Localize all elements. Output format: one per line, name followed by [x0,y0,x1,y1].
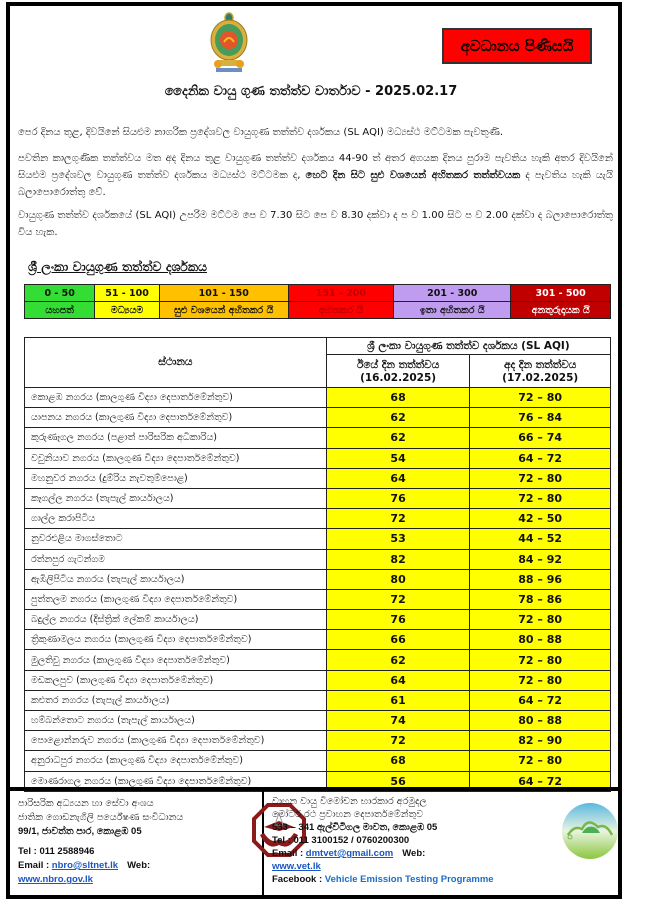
scale-label-good: යහපත් [25,302,95,319]
station-name: අනුරාධපුර නගරය (කාලගුණ විද්‍යා දෙපාර්තමේන්තුව) [25,751,327,771]
station-name: කුරුණෑගල නගරය (පළාත් පාරිසරික අධිකාරිය) [25,428,327,448]
scale-label-hazardous: අනතුරුදායක යි [511,302,611,319]
yesterday-date: (16.02.2025) [360,371,437,384]
nbro-division: පාරිසරික අධ්‍යයන හා සේවා අංශය [18,798,154,809]
today-aqi-range: 72 – 80 [470,751,611,771]
today-aqi-range: 72 – 80 [470,670,611,690]
nbro-contact [18,797,218,887]
forecast-bold-text: හෙට දින සිට සුළු වශයෙන් අහිතකර තත්ත්වයක [305,170,521,181]
today-label: අද දින තත්ත්වය [504,358,577,371]
table-row [25,690,611,710]
station-name: ගාල්ල කරාපිටිය [25,509,327,529]
vet-web-label: Web: [402,848,426,859]
station-name: පොළොන්නරුව නගරය (කාලගුණ විද්‍යා දෙපාර්තමේන්තුව) [25,731,327,751]
nbro-web-label: Web: [127,860,151,871]
station-name: බදුල්ල නගරය (දිස්ත්‍රික් ලේකම් කාර්යාලය) [25,610,327,630]
station-name: කොළඹ නගරය (කාලගුණ විද්‍යා දෙපාර්තමේන්තුව) [25,388,327,408]
station-name: යාපනය නගරය (කාලගුණ විද්‍යා දෙපාර්තමේන්තුව) [25,408,327,428]
scale-range-very-unhealthy: 201 - 300 [394,285,511,302]
vet-contact [272,795,572,886]
scale-label-row [25,302,611,319]
today-aqi-range: 80 – 88 [470,711,611,731]
page-margin [622,0,650,903]
yesterday-aqi: 72 [326,509,470,529]
vet-logo-icon [560,801,620,861]
nbro-organization: ජාතික ගොඩනැගිලි පර්යේෂණ සංවිධානය [18,812,184,823]
scale-range-usg: 101 - 150 [159,285,288,302]
yesterday-aqi: 68 [326,388,470,408]
table-row [25,388,611,408]
nbro-web-link[interactable]: www.nbro.gov.lk [18,874,93,885]
table-row [25,670,611,690]
forecast-text-end: ද පැවතිය හැකි යැයි බලාපොරොත්තු වේ. [18,170,613,198]
column-header-aqi-group: ශ්‍රී ලංකා වායුගුණ තත්ත්ව දර්ශකය (SL AQI) [326,338,610,355]
yesterday-aqi: 54 [326,448,470,468]
scale-range-unhealthy: 151 - 200 [288,285,393,302]
column-header-today [470,355,611,388]
yesterday-aqi: 64 [326,670,470,690]
aqi-station-table [24,337,611,792]
scale-range-row [25,285,611,302]
table-row [25,650,611,670]
station-name: මඩකලපුව (කාලගුණ විද්‍යා දෙපාර්තමේන්තුව) [25,670,327,690]
table-row [25,549,611,569]
table-row [25,630,611,650]
table-row [25,509,611,529]
vet-address: 533 – 341 ඇල්විටිගල මාවත, කොළඹ 05 [272,822,438,833]
yesterday-aqi: 53 [326,529,470,549]
yesterday-aqi: 66 [326,630,470,650]
today-aqi-range: 72 – 80 [470,388,611,408]
scale-label-very-unhealthy: ඉතා අහිතකර යි [394,302,511,319]
today-aqi-range: 72 – 80 [470,488,611,508]
today-aqi-range: 72 – 80 [470,468,611,488]
today-aqi-range: 72 – 80 [470,610,611,630]
table-row [25,428,611,448]
table-row [25,589,611,609]
report-title: දෛනික වායු ගුණ තත්ත්ව වාර්තාව - 2025.02.17 [164,84,458,99]
column-header-yesterday [326,355,470,388]
contact-footer [6,787,622,899]
station-name: මහනුවර නගරය (දුම්රිය නැවතුම්පොළ) [25,468,327,488]
today-aqi-range: 44 – 52 [470,529,611,549]
yesterday-aqi: 72 [326,589,470,609]
table-row [25,468,611,488]
station-name: කළුතර නගරය (තැපැල් කාර්යාලය) [25,690,327,710]
station-name: හම්බන්තොට නගරය (තැපැල් කාර්යාලය) [25,711,327,731]
station-name: මොණරාගල නගරය (කාලගුණ විද්‍යා දෙපාර්තමේන්තුව) [25,771,327,791]
yesterday-aqi: 74 [326,711,470,731]
today-aqi-range: 78 – 86 [470,589,611,609]
station-name: වවුනියාව නගරය (කාලගුණ විද්‍යා දෙපාර්තමේන්තුව) [25,448,327,468]
table-row [25,408,611,428]
attention-banner: අවධානය පිණිසයි [442,28,592,64]
yesterday-aqi: 80 [326,569,470,589]
scale-range-hazardous: 301 - 500 [511,285,611,302]
vet-facebook-label: Facebook : [272,874,325,885]
yesterday-aqi: 64 [326,468,470,488]
nbro-email-link[interactable]: nbro@sltnet.lk [51,860,119,871]
station-name: නුවරඑළිය මාගස්තොට [25,529,327,549]
scale-range-good: 0 - 50 [25,285,95,302]
table-row [25,711,611,731]
today-aqi-range: 64 – 72 [470,690,611,710]
paragraph-peak-times: වායුගුණ තත්ත්ව දර්ශකයේ (SL AQI) උපරිම මට්ටම පෙ ව 7.30 සිට පෙ ව 8.30 දක්වා ද ප ව 1.00 සිට ප ව 2.00 දක්වා ද බලාපොරොත්තු විය හැක. [18,210,613,238]
yesterday-aqi: 62 [326,428,470,448]
vet-email-label: Email : [272,848,306,859]
station-name: ත්‍රිකුණාමලය නගරය (කාලගුණ විද්‍යා දෙපාර්තමේන්තුව) [25,630,327,650]
table-row [25,529,611,549]
table-row [25,488,611,508]
station-name: ඇඹිලිපිටිය නගරය (තැපැල් කාර්යාලය) [25,569,327,589]
today-aqi-range: 42 – 50 [470,509,611,529]
station-name: කෑගල්ල නගරය (තැපැල් කාර්යාලය) [25,488,327,508]
station-name: රත්නපුර ගැටන්ගම [25,549,327,569]
yesterday-aqi: 82 [326,549,470,569]
vet-email-link[interactable]: dmtvet@gmail.com [305,848,394,859]
yesterday-aqi: 56 [326,771,470,791]
today-aqi-range: 72 – 80 [470,650,611,670]
today-aqi-range: 80 – 88 [470,630,611,650]
table-row [25,569,611,589]
today-aqi-range: 64 – 72 [470,448,611,468]
table-row [25,610,611,630]
table-row [25,731,611,751]
station-name: පුත්තලම නගරය (කාලගුණ විද්‍යා දෙපාර්තමේන්තුව) [25,589,327,609]
paragraph-forecast [18,150,613,201]
paragraph-previous-day: පෙර දිනය තුළ, දිවයිනේ සියළුම නාගරික ප්‍රදේශවල වායුගුණ තත්ත්ව දර්ශකය (SL AQI) මධ්‍යස්ථ මට්ටමක පැවතුණි. [18,127,504,138]
vet-facebook-link[interactable]: Vehicle Emission Testing Programme [324,874,494,885]
today-aqi-range: 64 – 72 [470,771,611,791]
nbro-address: 99/1, ජාවත්ත පාර, කොළඹ 05 [18,826,142,837]
yesterday-aqi: 68 [326,751,470,771]
column-header-station: ස්ථානය [25,338,327,388]
today-date: (17.02.2025) [502,371,579,384]
vet-department: මෝටර් රථ ප්‍රවාහන දෙපාර්තමේන්තුව [272,809,424,820]
scale-label-moderate: මධ්‍යයම [95,302,159,319]
scale-label-usg: සුළු වශයෙන් අහිතකර යි [159,302,288,319]
today-aqi-range: 82 – 90 [470,731,611,751]
today-aqi-range: 66 – 74 [470,428,611,448]
scale-label-unhealthy: අහිතකර යි [288,302,393,319]
table-row [25,751,611,771]
vet-tel: Tel : 011 3100152 / 0760200300 [272,835,410,846]
vet-web-link[interactable]: www.vet.lk [272,861,321,872]
today-aqi-range: 76 – 84 [470,408,611,428]
table-row [25,448,611,468]
national-emblem-icon [207,12,251,74]
vet-fund-name: වාහන වායු විමෝචන භාරකාර අරමුදල [272,796,427,807]
yesterday-aqi: 62 [326,650,470,670]
yesterday-aqi: 72 [326,731,470,751]
station-name: මුලතිවු නගරය (කාලගුණ විද්‍යා දෙපාර්තමේන්තුව) [25,650,327,670]
nbro-email-label: Email : [18,860,52,871]
forecast-text: පවතින කාලගුණික තත්ත්වය මත අද දිනය තුළ වායුගුණ තත්ත්ව දර්ශකය 44-90 ත් අතර අගයක දිනය පුරාම පැවතිය හැකි අතර දිවයිනේ සියළුම ප්‍රදේශවල වායුගුණ තත්ත්ව දර්ශකය මධ්‍යස්ථ මට්ටමක ද, [18,153,613,181]
aqi-scale-title: ශ්‍රී ලංකා වායුගුණ තත්ත්ව දර්ශකය [28,259,207,274]
aqi-scale-legend [24,284,611,319]
yesterday-aqi: 76 [326,488,470,508]
nbro-tel: Tel : 011 2588946 [18,846,95,857]
yesterday-aqi: 76 [326,610,470,630]
yesterday-label: ඊයේ දින තත්ත්වය [356,358,440,371]
today-aqi-range: 84 – 92 [470,549,611,569]
scale-range-moderate: 51 - 100 [95,285,159,302]
yesterday-aqi: 62 [326,408,470,428]
yesterday-aqi: 61 [326,690,470,710]
today-aqi-range: 88 – 96 [470,569,611,589]
